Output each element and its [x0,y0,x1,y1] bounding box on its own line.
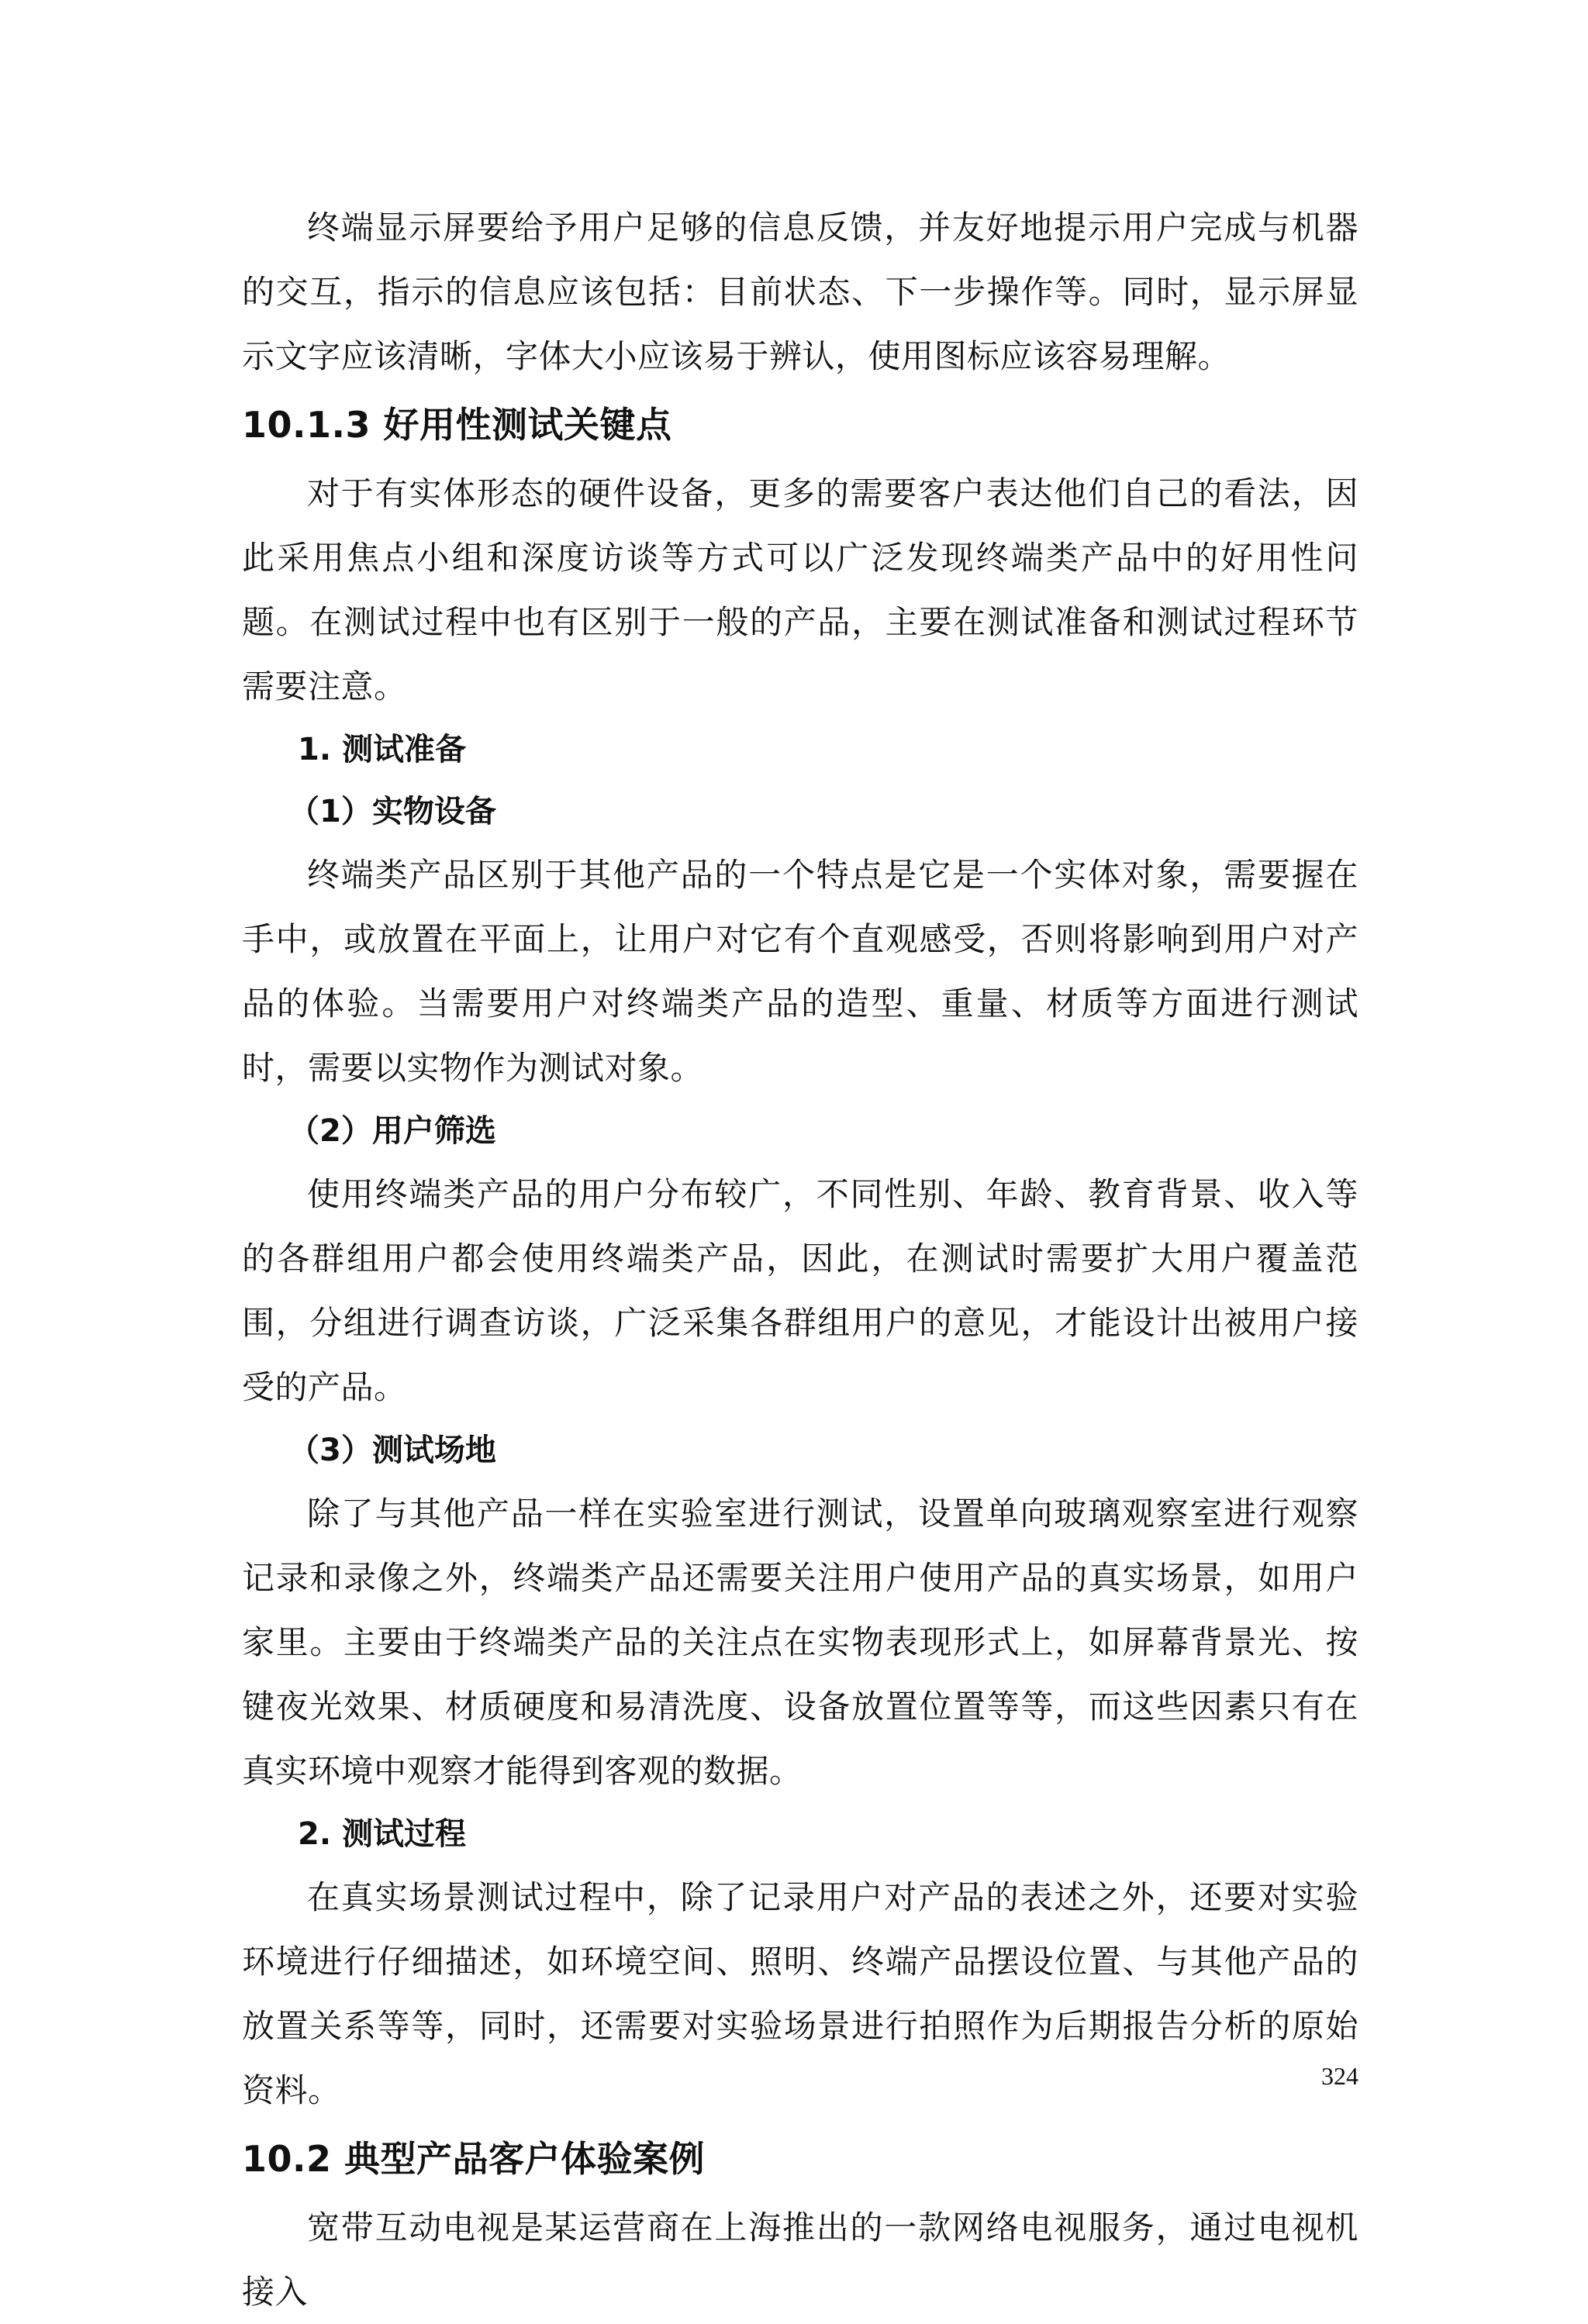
paragraph-test-process: 在真实场景测试过程中，除了记录用户对产品的表述之外，还要对实验环境进行仔细描述，如环境空间、照明、终端产品摆设位置、与其他产品的放置关系等等，同时，还需要对实验场景进行拍照作为后期报告分析的原始资料。 [242,1878,1358,2109]
paragraph-user-screening: 使用终端类产品的用户分布较广，不同性别、年龄、教育背景、收入等的各群组用户都会使用终端类产品，因此，在测试时需要扩大用户覆盖范围，分组进行调查访谈，广泛采集各群组用户的意见，才能设计出被用户接受的产品。 [242,1175,1358,1406]
subheading-test-process: 2. 测试过程 [298,1816,466,1852]
paragraph-usability-intro: 对于有实体形态的硬件设备，更多的需要客户表达他们自己的看法，因此采用焦点小组和深度访谈等方式可以广泛发现终端类产品中的好用性问题。在测试过程中也有区别于一般的产品，主要在测试准备和测试过程环节需要注意。 [242,474,1358,705]
paragraph-display-feedback: 终端显示屏要给予用户足够的信息反馈，并友好地提示用户完成与机器的交互，指示的信息应该包括：目前状态、下一步操作等。同时，显示屏显示文字应该清晰，字体大小应该易于辨认，使用图标应该容易理解。 [242,209,1358,375]
paragraph-physical-device: 终端类产品区别于其他产品的一个特点是它是一个实体对象，需要握在手中，或放置在平面上，让用户对它有个直观感受，否则将影响到用户对产品的体验。当需要用户对终端类产品的造型、重量、材质等方面进行测试时，需要以实物作为测试对象。 [242,856,1358,1087]
subheading-user-screening: （2）用户筛选 [288,1113,496,1149]
paragraph-broadband-tv: 宽带互动电视是某运营商在上海推出的一款网络电视服务，通过电视机接入 [242,2208,1358,2311]
page-number: 324 [1321,2062,1358,2090]
paragraph-test-venue: 除了与其他产品一样在实验室进行测试，设置单向玻璃观察室进行观察记录和录像之外，终端类产品还需要关注用户使用产品的真实场景，如用户家里。主要由于终端类产品的关注点在实物表现形式上，如屏幕背景光、按键夜光效果、材质硬度和易清洗度、设备放置位置等等，而这些因素只有在真实环境中观察才能得到客观的数据。 [242,1495,1358,1790]
subheading-test-preparation: 1. 测试准备 [298,732,466,767]
section-heading-10-2: 10.2 典型产品客户体验案例 [242,2138,706,2180]
section-heading-10-1-3: 10.1.3 好用性测试关键点 [242,404,672,446]
subheading-physical-device: （1）实物设备 [288,794,496,829]
page-content [242,195,1358,2324]
subheading-test-venue: （3）测试场地 [288,1433,496,1468]
